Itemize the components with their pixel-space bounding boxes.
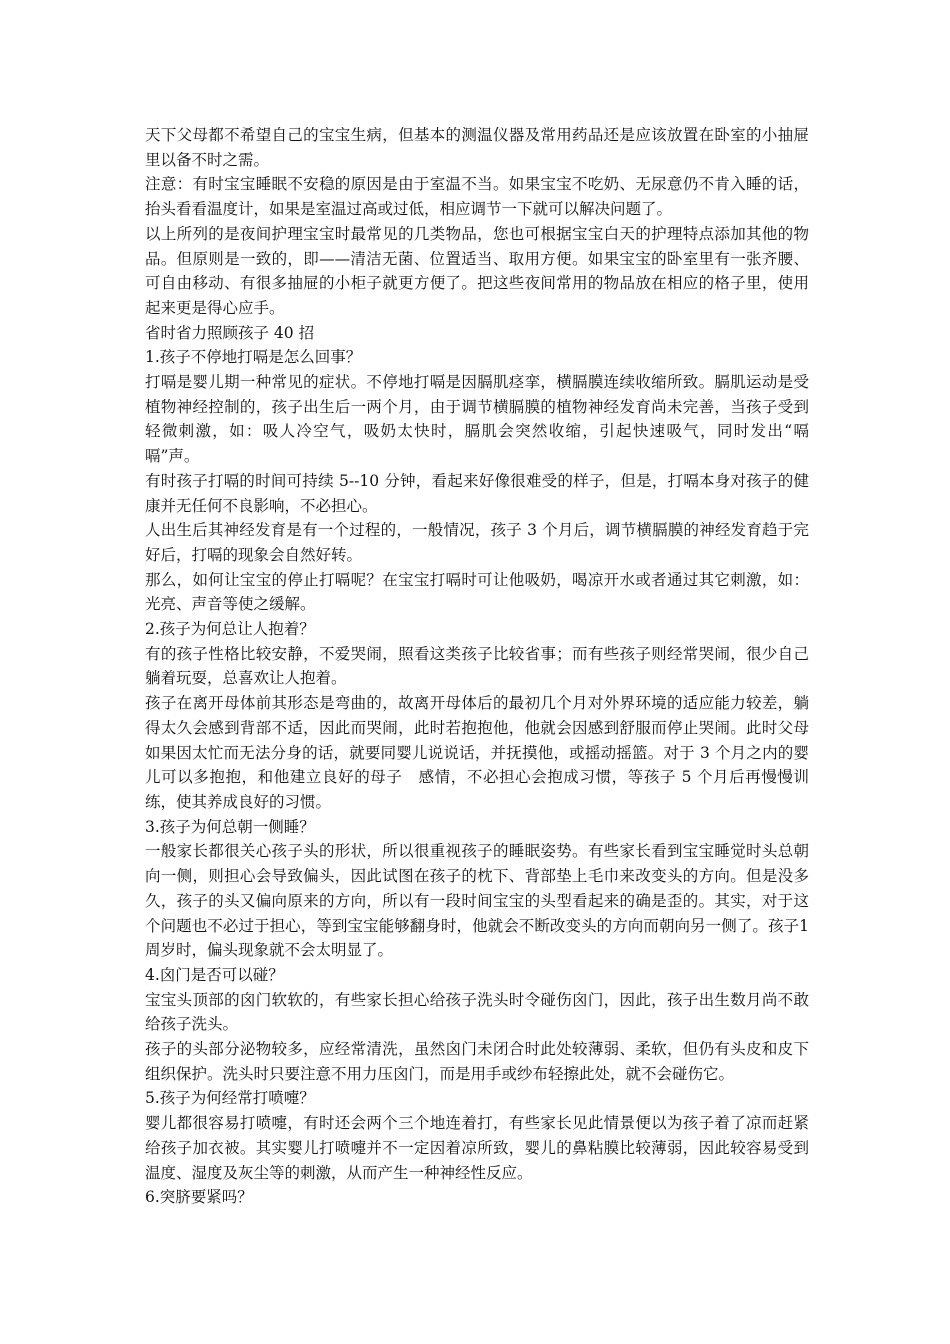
paragraph-answer: 有的孩子性格比较安静，不爱哭闹，照看这类孩子比较省事；而有些孩子则经常哭闹，很少自己躺着玩耍，总喜欢让人抱着。 <box>145 644 809 688</box>
question-heading-3: 3.孩子为何总朝一侧睡？ <box>145 817 315 836</box>
question-heading-1: 1.孩子不停地打嗝是怎么回事？ <box>145 348 362 367</box>
paragraph-answer: 人出生后其神经发育是有一个过程的，一般情况，孩子 3 个月后，调节横膈膜的神经发育趋于完好后，打嗝的现象会自然好转。 <box>145 521 809 564</box>
paragraph-answer: 打嗝是婴儿期一种常见的症状。不停地打嗝是因膈肌痉挛，横膈膜连续收缩所致。膈肌运动是受植物神经控制的，孩子出生后一两个月，由于调节横膈膜的植物神经发育尚未完善，当孩子受到轻微刺激，如：吸人冷空气，吸奶太快时，膈肌会突然收缩，引起快速吸气，同时发出“嗝嗝”声。 <box>145 373 809 466</box>
paragraph-note: 注意：有时宝宝睡眠不安稳的原因是由于室温不当。如果宝宝不吃奶、无尿意仍不肯入睡的话，抬头看看温度计，如果是室温过高或过低，相应调节一下就可以解决问题了。 <box>145 175 809 219</box>
paragraph-answer: 宝宝头顶部的囟门软软的，有些家长担心给孩子洗头时令碰伤囟门，因此，孩子出生数月尚不敢给孩子洗头。 <box>145 990 809 1034</box>
paragraph-answer: 孩子的头部分泌物较多，应经常清洗，虽然囟门未闭合时此处较薄弱、柔软，但仍有头皮和皮下组织保护。洗头时只要注意不用力压囟门，而是用手或纱布轻擦此处，就不会碰伤它。 <box>145 1040 809 1083</box>
document-body <box>145 123 809 1210</box>
paragraph-answer: 有时孩子打嗝的时间可持续 5--10 分钟，看起来好像很难受的样子，但是，打嗝本身对孩子的健康并无任何不良影响，不必担心。 <box>145 471 809 515</box>
paragraph-answer: 那么，如何让宝宝的停止打嗝呢？在宝宝打嗝时可让他吸奶，喝凉开水或者通过其它刺激，如：光亮、声音等使之缓解。 <box>145 570 809 614</box>
paragraph-summary: 以上所列的是夜间护理宝宝时最常见的几类物品，您也可根据宝宝白天的护理特点添加其他的物品。但原则是一致的，即——清洁无菌、位置适当、取用方便。如果宝宝的卧室里有一张齐腰、可自由移动、有很多抽屉的小柜子就更方便了。把这些夜间常用的物品放在相应的格子里，使用起来更是得心应手。 <box>145 224 809 317</box>
question-heading-2: 2.孩子为何总让人抱着？ <box>145 620 315 639</box>
paragraph-intro: 天下父母都不希望自己的宝宝生病，但基本的测温仪器及常用药品还是应该放置在卧室的小抽屉里以备不时之需。 <box>145 126 809 169</box>
section-title: 省时省力照顾孩子 40 招 <box>145 323 315 342</box>
question-heading-6: 6.突脐要紧吗？ <box>145 1188 253 1207</box>
question-heading-4: 4.囟门是否可以碰？ <box>145 965 284 984</box>
paragraph-answer: 婴儿都很容易打喷嚏，有时还会两个三个地连着打，有些家长见此情景便以为孩子着了凉而赶紧给孩子加衣被。其实婴儿打喷嚏并不一定因着凉所致，婴儿的鼻粘膜比较薄弱，因此较容易受到温度、湿度及灰尘等的刺激，从而产生一种神经性反应。 <box>145 1114 809 1182</box>
paragraph-answer: 孩子在离开母体前其形态是弯曲的，故离开母体后的最初几个月对外界环境的适应能力较差，躺得太久会感到背部不适，因此而哭闹，此时若抱抱他，他就会因感到舒服而停止哭闹。此时父母如果因太忙而无法分身的话，就要同婴儿说说话，并抚摸他，或摇动摇篮。对于 3 个月之内的婴儿可以多抱抱，和他建立良好的母子 感情，不必担心会抱成习惯，等孩子 5 个月后再慢慢训练，使其养成良好的习惯。 <box>145 694 809 811</box>
question-heading-5: 5.孩子为何经常打喷嚏？ <box>145 1089 315 1108</box>
paragraph-answer: 一般家长都很关心孩子头的形状，所以很重视孩子的睡眠姿势。有些家长看到宝宝睡觉时头总朝向一侧，则担心会导致偏头，因此试图在孩子的枕下、背部垫上毛巾来改变头的方向。但是没多久，孩子的头又偏向原来的方向，所以有一段时间宝宝的头型看起来的确是歪的。其实，对于这个问题也不必过于担心，等到宝宝能够翻身时，他就会不断改变头的方向而朝向另一侧了。孩子1周岁时，偏头现象就不会太明显了。 <box>145 842 809 960</box>
